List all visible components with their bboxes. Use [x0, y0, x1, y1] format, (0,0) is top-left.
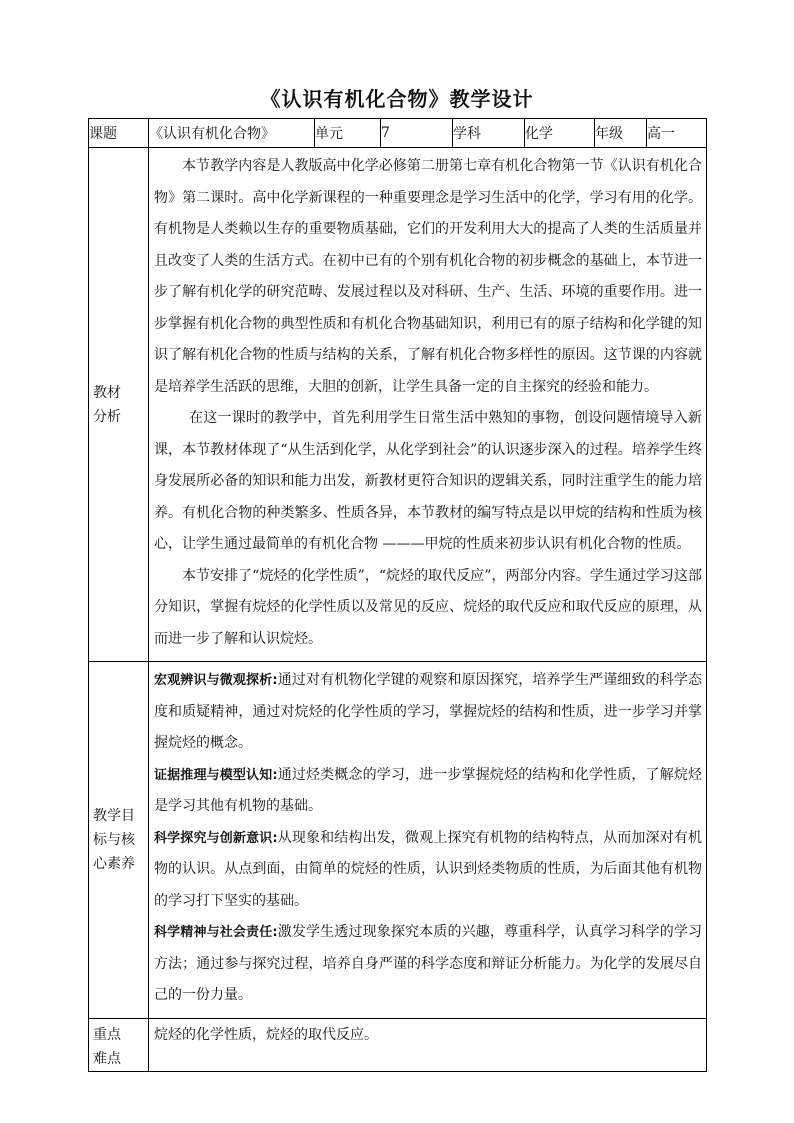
- analysis-label-line1: 教材: [93, 384, 121, 401]
- unit-value: 7: [381, 119, 453, 148]
- unit-label: 单元: [315, 119, 381, 148]
- goal-text: 通过烃类概念的学习，进一步掌握烷烃的结构和化学性质，了解烷烃是学习其他有机物的基础。: [154, 766, 703, 814]
- goal-heading: 宏观辨识与微观探析:: [154, 673, 278, 688]
- goal-text: 通过对有机物化学键的观察和原因探究，培养学生严谨细致的科学态度和质疑精神，通过对烷烃的化学性质的学习，掌握烷烃的结构和性质，进一步学习并掌握烷烃的概念。: [154, 672, 703, 751]
- goals-label-line3: 心素养: [93, 855, 135, 872]
- goal-item: [154, 665, 702, 760]
- analysis-content: [149, 148, 707, 662]
- goals-label-line2: 标与核: [93, 831, 135, 848]
- subject-value: 化学: [525, 119, 595, 148]
- key-points-label-line2: 难点: [93, 1050, 121, 1067]
- goals-label-line1: 教学目: [93, 807, 135, 824]
- key-points-label: [89, 1018, 149, 1071]
- goal-heading: 证据推理与模型认知:: [154, 767, 278, 783]
- header-row: [89, 119, 707, 148]
- key-points-row: [89, 1018, 707, 1071]
- goal-item: [154, 823, 702, 918]
- key-points-label-line1: 重点: [93, 1026, 121, 1043]
- goal-heading: 科学探究与创新意识:: [154, 830, 278, 846]
- analysis-paragraph: 本节教学内容是人教版高中化学必修第二册第七章有机化合物第一节《认识有机化合物》第二课时。高中化学新课程的一种重要理念是学习生活中的化学，学习有用的化学。有机物是人类赖以生存的重要物质基础，它们的开发利用大大的提高了人类的生活质量并且改变了人类的生活方式。在初中已有的个别有机化合物的初步概念的基础上，本节进一步了解有机化学的研究范畴、发展过程以及对科研、生产、生活、环境的重要作用。进一步掌握有机化合物的典型性质和有机化合物基础知识，利用已有的原子结构和化学键的知识了解有机化合物的性质与结构的关系，了解有机化合物多样性的原因。这节课的内容就是培养学生活跃的思维，大胆的创新，让学生具备一定的自主探究的经验和能力。: [154, 158, 702, 395]
- goals-content: [149, 662, 707, 1019]
- subject-label: 学科: [453, 119, 525, 148]
- goal-heading: 科学精神与社会责任:: [154, 925, 278, 940]
- grade-value: 高一: [647, 119, 707, 148]
- course-value: 《认识有机化合物》: [149, 119, 315, 148]
- lesson-plan-table: [88, 118, 707, 1072]
- analysis-label: [89, 148, 149, 662]
- analysis-row: [89, 148, 707, 662]
- analysis-label-line2: 分析: [93, 408, 121, 425]
- goal-item: [154, 760, 702, 823]
- goal-text: 从现象和结构出发，微观上探究有机物的结构特点，从而加深对有机物的认识。从点到面，由简单的烷烃的性质，认识到烃类物质的性质，为后面其他有机物的学习打下坚实的基础。: [154, 829, 703, 909]
- grade-label: 年级: [595, 119, 647, 148]
- goals-label: [89, 662, 149, 1019]
- key-points-content: 烷烃的化学性质，烷烃的取代反应。: [149, 1018, 707, 1071]
- page-title: 《认识有机化合物》教学设计: [260, 87, 534, 111]
- goals-row: [89, 662, 707, 1019]
- analysis-paragraph: 在这一课时的教学中，首先利用学生日常生活中熟知的事物，创设问题情境导入新课，本节教材体现了“从生活到化学，从化学到社会”的认识逐步深入的过程。培养学生终身发展所必备的知识和能力出发，新教材更符合知识的逻辑关系，同时注重学生的能力培养。有机化合物的种类繁多、性质各异，本节教材的编写特点是以甲烷的结构和性质为核心，让学生通过最简单的有机化合物 ———甲烷的性质来初步认识有机化合物的性质。: [154, 410, 702, 552]
- course-label: 课题: [89, 119, 149, 148]
- goal-text: 激发学生透过现象探究本质的兴趣，尊重科学，认真学习科学的学习方法；通过参与探究过程，培养自身严谨的科学态度和辩证分析能力。为化学的发展尽自己的一份力量。: [154, 924, 703, 1003]
- goal-item: [154, 917, 702, 1012]
- analysis-paragraph: 本节安排了“烷烃的化学性质”，“烷烃的取代反应”，两部分内容。学生通过学习这部分知识，掌握有烷烃的化学性质以及常见的反应、烷烃的取代反应和取代反应的原理，从而进一步了解和认识烷烃。: [154, 567, 702, 647]
